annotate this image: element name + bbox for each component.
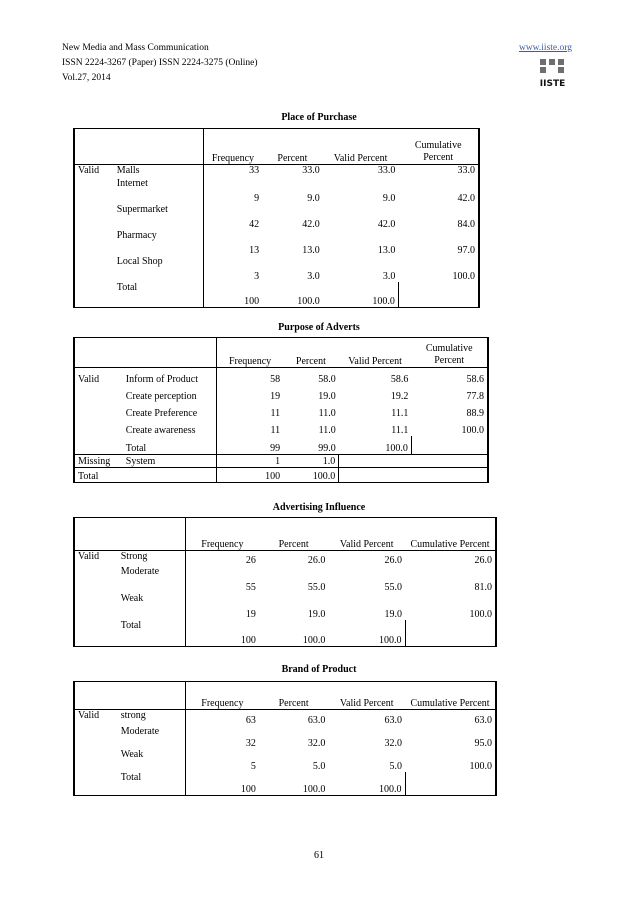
table-row-grand-total — [74, 468, 488, 483]
cell: 9 — [203, 178, 262, 204]
col-header: Cumulative Percent — [411, 338, 488, 368]
table-row — [74, 710, 496, 726]
col-header: Cumulative Percent — [405, 682, 496, 710]
cell: 11.0 — [318, 407, 336, 419]
cell: 1 — [216, 455, 283, 468]
cell — [398, 282, 479, 308]
cell: 58 — [216, 368, 283, 385]
col-header: Frequency — [185, 682, 259, 710]
cell: 11.1 — [391, 424, 409, 436]
cell: 63.0 — [405, 710, 496, 726]
row-label: Strong — [118, 551, 186, 566]
cell: 97.0 — [398, 230, 479, 256]
cell: 88.9 — [411, 402, 488, 419]
table-row — [74, 419, 488, 436]
col-header: Frequency — [216, 338, 283, 368]
cell: 58.6 — [411, 368, 488, 385]
cell: 100.0 — [328, 772, 405, 796]
row-label: Total — [114, 282, 203, 308]
purpose-of-adverts-table — [73, 337, 489, 483]
cell: 26.0 — [259, 551, 328, 566]
row-label: Local Shop — [116, 255, 163, 267]
cell: 81.0 — [405, 566, 496, 593]
cell: 100.0 — [259, 620, 328, 647]
row-label: Weak — [120, 748, 144, 760]
cell: 100 — [216, 468, 283, 483]
table-row-total — [74, 436, 488, 455]
cell: 99.0 — [318, 443, 336, 454]
table-row — [74, 749, 496, 772]
table-header-row — [74, 129, 479, 165]
table-row — [74, 368, 488, 385]
cell: 100.0 — [323, 282, 399, 308]
table-row — [74, 256, 479, 282]
table-row-total — [74, 282, 479, 308]
table-row — [74, 551, 496, 566]
cell — [405, 772, 496, 796]
group-label: Total — [74, 468, 123, 483]
cell: 9.0 — [382, 192, 396, 204]
row-label: Inform of Product — [123, 368, 217, 385]
journal-url-link[interactable]: www.iiste.org — [518, 43, 572, 53]
cell: 100.0 — [339, 436, 412, 455]
cell: 33.0 — [323, 165, 399, 178]
cell: 77.8 — [411, 385, 488, 402]
col-header: Valid Percent — [328, 682, 405, 710]
group-label: Valid — [74, 368, 123, 385]
cell: 5.0 — [312, 760, 326, 772]
cell: 26 — [185, 551, 259, 566]
row-label: Moderate — [120, 725, 160, 737]
row-label: Internet — [116, 177, 148, 189]
row-label: Create perception — [125, 390, 197, 402]
cell: 100.0 — [259, 772, 328, 796]
cell: 5 — [185, 749, 259, 772]
col-header: Cumulative Percent — [405, 518, 496, 551]
row-label: Pharmacy — [116, 229, 157, 241]
cell: 55.0 — [307, 581, 326, 593]
col-header: Frequency — [185, 518, 259, 551]
table-row-missing — [74, 455, 488, 468]
cell: 100 — [185, 620, 259, 647]
cell: 11 — [216, 402, 283, 419]
group-label: Valid — [74, 165, 114, 178]
table-title-brand-of-product: Brand of Product — [281, 664, 357, 675]
col-header: Valid Percent — [323, 129, 399, 165]
row-label: strong — [118, 710, 186, 726]
cell: 13.0 — [302, 244, 320, 256]
col-header: Frequency — [203, 129, 262, 165]
cell: 32.0 — [384, 737, 403, 749]
cell: 42 — [203, 204, 262, 230]
cell: 55.0 — [384, 581, 403, 593]
cell: 13 — [203, 230, 262, 256]
cell: 100.0 — [398, 256, 479, 282]
col-header: Percent — [259, 518, 328, 551]
col-header: Percent — [283, 338, 339, 368]
cell: 99 — [216, 436, 283, 455]
cell: 5.0 — [389, 760, 403, 772]
group-label: Valid — [74, 710, 118, 726]
table-row — [74, 178, 479, 204]
cell: 19.2 — [390, 390, 409, 402]
group-label: Valid — [74, 551, 118, 566]
row-label: Total — [118, 772, 186, 796]
row-label: System — [123, 455, 217, 468]
row-label: Create Preference — [125, 407, 198, 419]
table-row — [74, 726, 496, 749]
table-row — [74, 385, 488, 402]
cell: 100.0 — [411, 419, 488, 436]
table-row — [74, 593, 496, 620]
col-header: Valid Percent — [339, 338, 412, 368]
col-header: Valid Percent — [328, 518, 405, 551]
table-row-total — [74, 772, 496, 796]
cell: 11.0 — [318, 424, 336, 436]
col-header: Cumulative Percent — [398, 129, 479, 165]
volume-line: Vol.27, 2014 — [62, 73, 111, 83]
cell: 100.0 — [262, 282, 323, 308]
cell: 19 — [185, 593, 259, 620]
cell: 13.0 — [377, 244, 396, 256]
cell: 32 — [185, 726, 259, 749]
cell: 55 — [185, 566, 259, 593]
page-number: 61 — [314, 850, 324, 861]
cell: 100 — [203, 282, 262, 308]
cell: 84.0 — [398, 204, 479, 230]
table-header-row — [74, 518, 496, 551]
cell: 100.0 — [283, 468, 339, 483]
row-label: Create awareness — [125, 424, 196, 436]
cell: 3.0 — [382, 270, 396, 282]
cell: 42.0 — [398, 178, 479, 204]
cell: 26.0 — [328, 551, 405, 566]
cell: 19 — [216, 385, 283, 402]
cell: 26.0 — [405, 551, 496, 566]
iiste-logo — [538, 57, 567, 90]
journal-name: New Media and Mass Communication — [62, 43, 209, 53]
issn-line: ISSN 2224-3267 (Paper) ISSN 2224-3275 (Online) — [62, 58, 258, 68]
cell: 100.0 — [405, 593, 496, 620]
row-label: Moderate — [120, 565, 160, 577]
table-row — [74, 566, 496, 593]
row-label: Total — [118, 620, 186, 647]
place-of-purchase-table — [73, 128, 480, 308]
cell: 95.0 — [405, 726, 496, 749]
cell: 19.0 — [307, 608, 326, 620]
cell: 33 — [203, 165, 262, 178]
cell: 9.0 — [307, 192, 320, 204]
table-header-row — [74, 682, 496, 710]
table-title-place-of-purchase: Place of Purchase — [281, 112, 357, 123]
cell: 58.0 — [283, 368, 339, 385]
cell: 3.0 — [307, 270, 320, 282]
advertising-influence-table — [73, 517, 497, 647]
cell: 32.0 — [307, 737, 326, 749]
table-header-row — [74, 338, 488, 368]
svg-text:IISTE: IISTE — [539, 79, 566, 89]
brand-of-product-table — [73, 681, 497, 796]
cell: 58.6 — [339, 368, 412, 385]
cell: 3 — [203, 256, 262, 282]
cell: 11 — [216, 419, 283, 436]
col-header: Percent — [262, 129, 323, 165]
table-row — [74, 230, 479, 256]
row-label: Total — [125, 443, 147, 454]
cell: 11.1 — [391, 407, 409, 419]
cell: 63 — [185, 710, 259, 726]
row-label: Supermarket — [116, 203, 168, 215]
group-label: Missing — [74, 455, 123, 468]
cell: 42.0 — [302, 218, 320, 230]
cell: 19.0 — [384, 608, 403, 620]
table-row — [74, 204, 479, 230]
cell: 33.0 — [398, 165, 479, 178]
cell: 63.0 — [328, 710, 405, 726]
table-title-advertising-influence: Advertising Influence — [272, 502, 366, 513]
col-header: Percent — [259, 682, 328, 710]
table-title-purpose-of-adverts: Purpose of Adverts — [278, 322, 360, 333]
table-row — [74, 402, 488, 419]
cell — [405, 620, 496, 647]
cell: 19.0 — [318, 390, 336, 402]
cell: 33.0 — [262, 165, 323, 178]
cell: 63.0 — [259, 710, 328, 726]
cell: 100.0 — [405, 749, 496, 772]
cell: 100 — [185, 772, 259, 796]
cell: 42.0 — [377, 218, 396, 230]
row-label: Malls — [114, 165, 203, 178]
cell: 1.0 — [283, 455, 339, 468]
cell — [411, 436, 488, 455]
row-label: Weak — [120, 592, 144, 604]
table-row — [74, 165, 479, 178]
cell: 100.0 — [328, 620, 405, 647]
table-row-total — [74, 620, 496, 647]
